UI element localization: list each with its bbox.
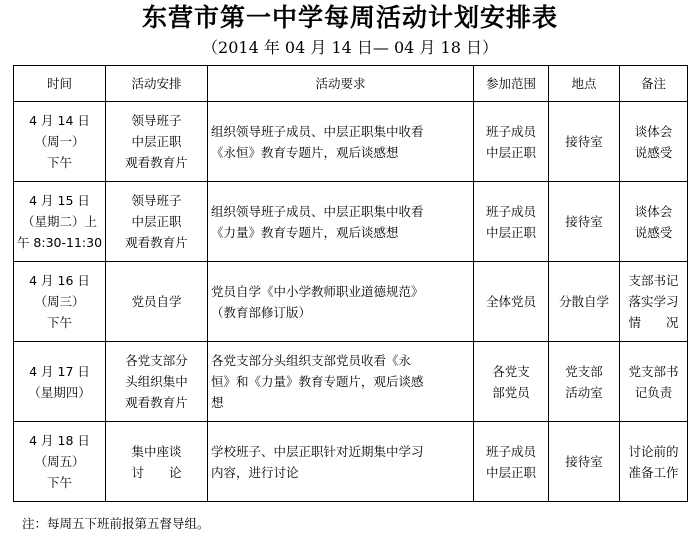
remark-text: 讨论前的 准备工作 (628, 443, 679, 480)
scope-text: 班子成员 中层正职 (485, 203, 536, 240)
requirement-cell (208, 342, 474, 422)
time-cell (14, 182, 106, 262)
location-cell (549, 102, 620, 182)
remark-cell (620, 422, 688, 502)
time-cell (14, 262, 106, 342)
requirement-text: 学校班子、中层正职针对近期集中学习 内容，进行讨论 (211, 443, 424, 480)
location-cell (549, 262, 620, 342)
activity-text: 领导班子 中层正职 观看教育片 (125, 193, 188, 250)
location-cell (549, 342, 620, 422)
scope-text: 班子成员 中层正职 (485, 123, 536, 160)
time-text: 4 月 18 日 （周五） 下午 (29, 433, 90, 490)
requirement-text: 党员自学《中小学教师职业道德规范》 （教育部修订版） (211, 283, 424, 320)
table-row (14, 342, 688, 422)
column-header-activity: 活动安排 (106, 66, 208, 102)
table-header-row (14, 66, 688, 102)
time-text: 4 月 17 日 （星期四） (28, 363, 91, 400)
time-text: 4 月 16 日 （周三） 下午 (29, 273, 90, 330)
location-text: 接待室 (565, 454, 603, 469)
scope-text: 各党支 部党员 (492, 363, 530, 400)
schedule-table (13, 65, 688, 502)
activity-cell (106, 342, 208, 422)
location-text: 党支部 活动室 (565, 363, 603, 400)
activity-cell (106, 422, 208, 502)
remark-text: 支部书记 落实学习 情 况 (628, 273, 679, 330)
remark-text: 谈体会 说感受 (634, 203, 673, 240)
table-row (14, 102, 688, 182)
scope-text: 班子成员 中层正职 (485, 443, 536, 480)
requirement-cell (208, 102, 474, 182)
date-range-subtitle: （2014 年 04 月 14 日— 04 月 18 日） (202, 38, 498, 57)
remark-cell (620, 342, 688, 422)
scope-cell (474, 102, 549, 182)
column-header-requirement: 活动要求 (208, 66, 474, 102)
remark-text: 党支部书 记负责 (628, 363, 679, 400)
table-row (14, 422, 688, 502)
scope-cell (474, 342, 549, 422)
remark-cell (620, 102, 688, 182)
location-text: 接待室 (565, 134, 603, 149)
scope-cell (474, 262, 549, 342)
requirement-cell (208, 182, 474, 262)
scope-cell (474, 422, 549, 502)
remark-text: 谈体会 说感受 (634, 123, 673, 160)
activity-cell (106, 182, 208, 262)
requirement-text: 组织领导班子成员、中层正职集中收看 《永恒》教育专题片，观后谈感想 (211, 123, 424, 160)
requirement-text: 各党支部分头组织支部党员收看《永 恒》和《力量》教育专题片，观后谈感 想 (211, 353, 424, 410)
location-cell (549, 182, 620, 262)
activity-text: 党员自学 (131, 294, 182, 309)
location-cell (549, 422, 620, 502)
time-cell (14, 102, 106, 182)
requirement-text: 组织领导班子成员、中层正职集中收看 《力量》教育专题片，观后谈感想 (211, 203, 424, 240)
footer-note: 注：每周五下班前报第五督导组。 (22, 516, 210, 531)
scope-text: 全体党员 (485, 294, 536, 309)
column-header-time: 时间 (14, 66, 106, 102)
activity-text: 集中座谈 讨 论 (131, 443, 182, 480)
time-text: 4 月 14 日 （周一） 下午 (29, 113, 90, 170)
column-header-remark: 备注 (620, 66, 688, 102)
location-text: 接待室 (565, 214, 603, 229)
scope-cell (474, 182, 549, 262)
table-row (14, 262, 688, 342)
column-header-scope: 参加范围 (474, 66, 549, 102)
requirement-cell (208, 262, 474, 342)
time-cell (14, 422, 106, 502)
activity-text: 领导班子 中层正职 观看教育片 (125, 113, 188, 170)
remark-cell (620, 182, 688, 262)
activity-text: 各党支部分 头组织集中 观看教育片 (125, 353, 188, 410)
activity-cell (106, 262, 208, 342)
column-header-location: 地点 (549, 66, 620, 102)
requirement-cell (208, 422, 474, 502)
time-cell (14, 342, 106, 422)
time-text: 4 月 15 日 （星期二）上 午 8:30-11:30 (16, 193, 103, 250)
activity-cell (106, 102, 208, 182)
table-row (14, 182, 688, 262)
location-text: 分散自学 (558, 294, 609, 309)
page-title: 东营市第一中学每周活动计划安排表 (141, 3, 558, 32)
remark-cell (620, 262, 688, 342)
